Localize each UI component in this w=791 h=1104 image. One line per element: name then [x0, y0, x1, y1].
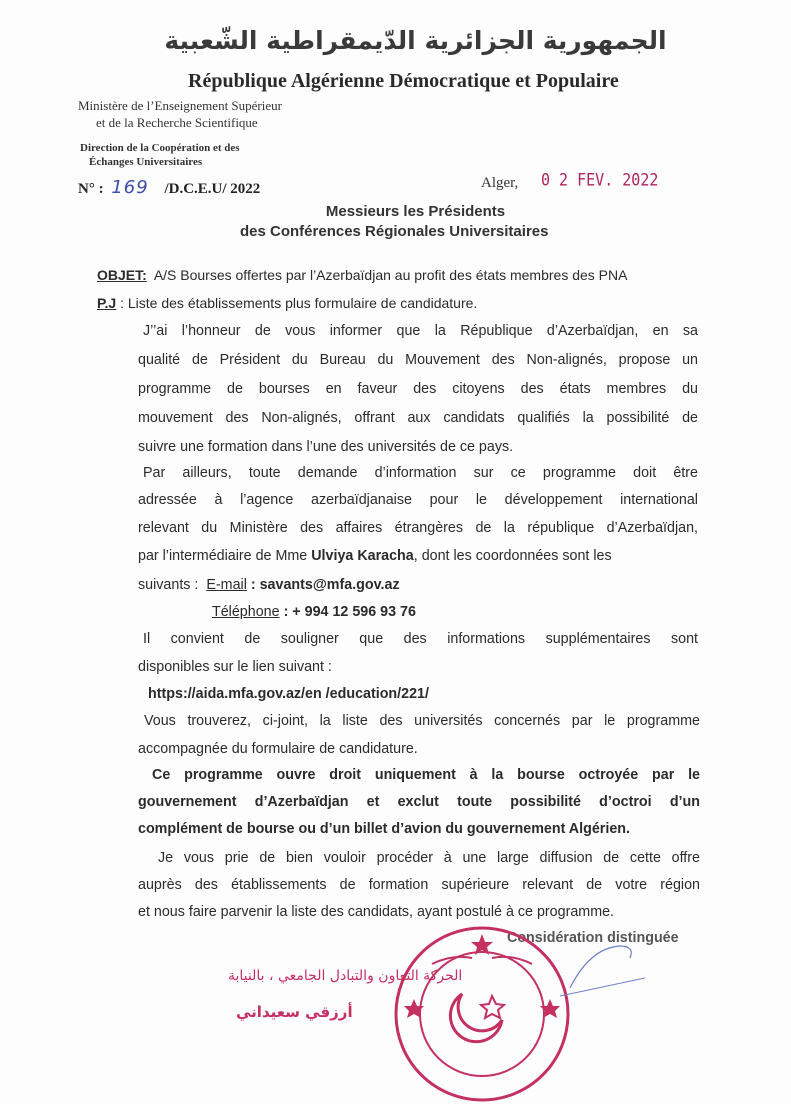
addressee-line1: Messieurs les Présidents	[325, 203, 506, 220]
ministry-line1: Ministère de l’Enseignement Supérieur	[78, 98, 282, 113]
addressee-line2: des Conférences Régionales Universitaires	[240, 223, 549, 240]
body-line: et nous faire parvenir la liste des candidats, ayant postulé à ce programme.	[138, 904, 615, 920]
email-label: E-mail	[206, 577, 247, 593]
phone-value: : + 994 12 596 93 76	[283, 604, 416, 620]
objet-text: A/S Bourses offertes par l’Azerbaïdjan au profit des états membres des PNA	[153, 267, 628, 283]
reference-label: N° :	[78, 181, 104, 197]
phone-label: Téléphone	[212, 604, 280, 620]
reference-number	[78, 177, 260, 198]
body-line: auprès des établissements de formation supérieure relevant de votre région	[138, 877, 700, 893]
body-line: adressée à l’agence azerbaïdjanaise pour le développement international	[138, 492, 698, 508]
email-line	[138, 577, 400, 593]
body-line-bold: gouvernement d’Azerbaïdjan et exclut toute possibilité d’octroi d’un	[138, 794, 700, 810]
direction-line1: Direction de la Coopération et des	[80, 142, 240, 154]
body-line: suivre une formation dans l’une des universités de ce pays.	[138, 439, 514, 455]
body-line: mouvement des Non-alignés, offrant aux candidats qualifiés la possibilité de	[138, 410, 698, 426]
body-line-bold: Ce programme ouvre droit uniquement à la bourse octroyée par le	[152, 767, 700, 783]
body-line: accompagnée du formulaire de candidature.	[138, 741, 418, 757]
body-line: relevant du Ministère des affaires étrangères de la république d’Azerbaïdjan,	[138, 520, 698, 536]
pj-line	[97, 295, 477, 311]
reference-handwritten-number: 169	[111, 177, 149, 198]
body-line: Par ailleurs, toute demande d’information sur ce programme doit être	[143, 465, 698, 481]
objet-label: OBJET:	[97, 267, 147, 283]
closing-text: Considération distinguée	[507, 930, 679, 946]
body-line	[138, 548, 612, 564]
body-line-bold: complément de bourse ou d’un billet d’avion du gouvernement Algérien.	[138, 821, 630, 837]
body-line: qualité de Président du Bureau du Mouvement des Non-alignés, propose un	[138, 352, 698, 368]
signature-arabic-line2: أرزقي سعيداني	[236, 1003, 353, 1021]
date-stamp: 0 2 FEV. 2022	[541, 170, 659, 190]
signature-flourish-icon	[560, 938, 650, 998]
pj-text: : Liste des établissements plus formulaire de candidature.	[120, 295, 478, 311]
reference-suffix: /D.C.E.U/ 2022	[164, 181, 261, 197]
contact-name: Ulviya Karacha	[311, 548, 414, 564]
body-line: Je vous prie de bien vouloir procéder à une large diffusion de cette offre	[158, 850, 700, 866]
signature-arabic-line1: الحركة التعاون والتبادل الجامعي ، بالنيابة	[228, 968, 463, 984]
place-label: Alger,	[481, 175, 519, 191]
republic-title: République Algérienne Démocratique et Populaire	[188, 70, 619, 92]
body-line: J’’ai l’honneur de vous informer que la République d’Azerbaïdjan, en sa	[143, 323, 698, 339]
official-seal-icon	[392, 924, 572, 1104]
body-text: , dont les coordonnées sont les	[413, 548, 612, 564]
info-link[interactable]: https://aida.mfa.gov.az/en /education/221/	[148, 686, 429, 702]
phone-line	[212, 604, 416, 620]
email-value: : savants@mfa.gov.az	[250, 577, 400, 593]
body-line: disponibles sur le lien suivant :	[138, 659, 332, 675]
arabic-title: الجمهورية الجزائرية الدّيمقراطية الشّعبية	[164, 26, 667, 55]
pj-label: P.J	[97, 295, 117, 311]
body-line: Vous trouverez, ci-joint, la liste des universités concernés par le programme	[144, 713, 700, 729]
objet-line	[97, 267, 627, 283]
direction-line2: Échanges Universitaires	[89, 156, 203, 168]
body-line: programme de bourses en faveur des citoyens des états membres du	[138, 381, 698, 397]
body-text: par l’intermédiaire de Mme	[138, 548, 312, 564]
contact-lead: suivants :	[138, 577, 199, 593]
body-line: Il convient de souligner que des informations supplémentaires sont	[143, 631, 698, 647]
ministry-line2: et de la Recherche Scientifique	[96, 115, 258, 130]
